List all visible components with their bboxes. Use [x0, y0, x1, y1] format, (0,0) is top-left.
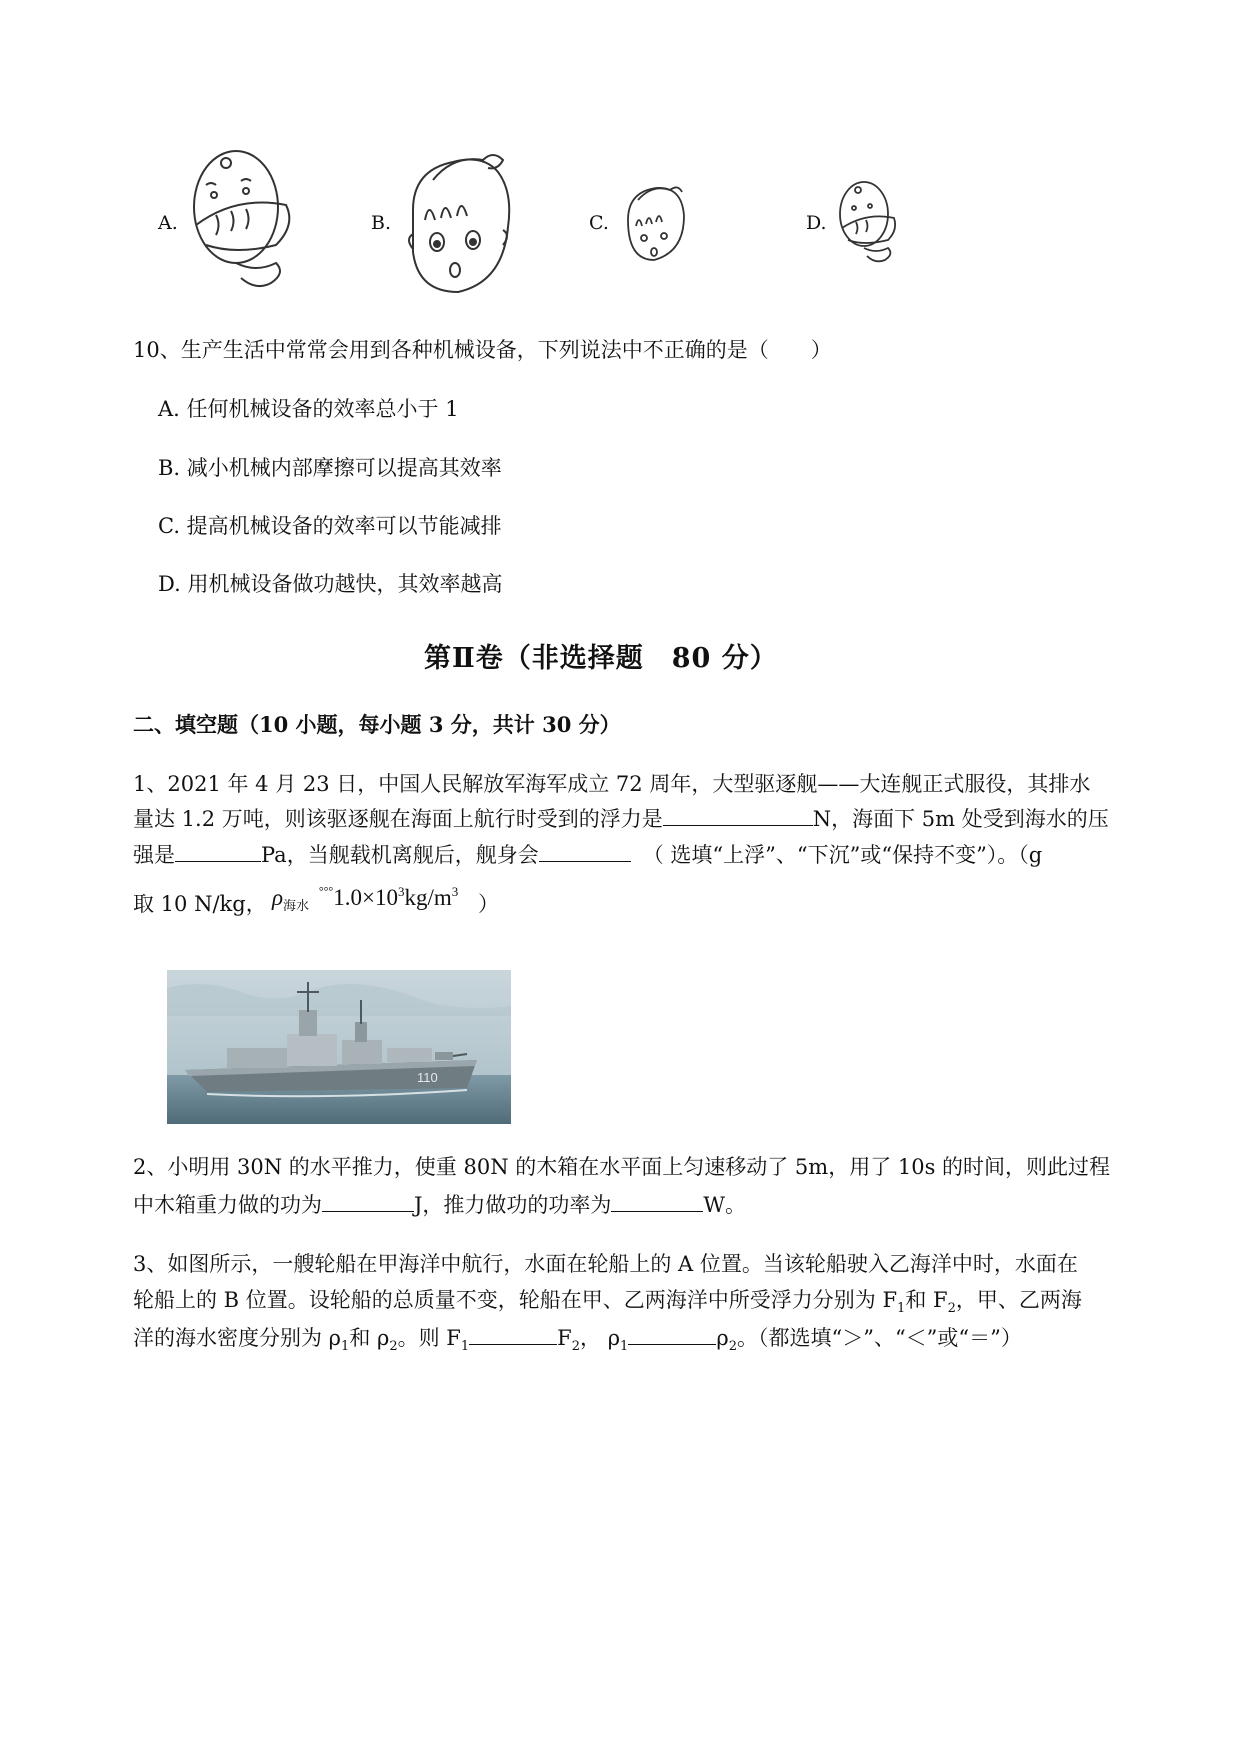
- approx-sign-glyph: °°°: [318, 884, 334, 898]
- fill3-line2-text-c: ，甲、乙两海: [955, 1288, 1082, 1312]
- fill3-line3-text-b: 和 ρ: [349, 1326, 390, 1350]
- fill1-line2-text-a: 量达 1.2 万吨，则该驱逐舰在海面上航行时受到的浮力是: [133, 807, 663, 831]
- baby-holding-small-icon: [832, 178, 900, 266]
- fill1-line4-text-a: 取 10 N/kg，: [133, 892, 267, 916]
- fill3-line2-text-a: 轮船上的 B 位置。设轮船的总质量不变，轮船在甲、乙两海洋中所受浮力分别为 F: [133, 1288, 898, 1312]
- fill3-line1: 3、如图所示，一艘轮船在甲海洋中航行，水面在轮船上的 A 位置。当该轮船驶入乙海洋中时，水面在: [133, 1252, 1078, 1276]
- fill3-sub-rho2b: 2: [728, 1339, 737, 1354]
- fill3-sub-rho2: 2: [389, 1339, 398, 1354]
- option-b-label: B.: [371, 212, 392, 234]
- fill1-blank-buoyancy[interactable]: [663, 801, 813, 826]
- girl-face-big-icon: [403, 150, 515, 298]
- fill1-line3-text-a: 强是: [133, 843, 175, 867]
- fill1-blank-motion[interactable]: [539, 837, 631, 862]
- fill3-line3: [133, 1320, 1022, 1363]
- fill1-line4: [133, 888, 267, 921]
- fill3-line3-text-d: F: [557, 1326, 572, 1350]
- fill1-line2: [133, 801, 1109, 836]
- fill3-sub-f1: 1: [897, 1301, 906, 1316]
- q10-option-b: B. 减小机械内部摩擦可以提高其效率: [158, 456, 502, 480]
- fill3-line2: [133, 1284, 1082, 1325]
- fill3-sub-rho1b: 1: [620, 1339, 629, 1354]
- fill3-line3-text-g: 。（都选填“＞”、“＜”或“＝”）: [736, 1326, 1022, 1350]
- fill3-blank-density[interactable]: [628, 1320, 716, 1345]
- fill2-blank-work[interactable]: [322, 1187, 414, 1212]
- fill3-sub-f2: 2: [947, 1301, 956, 1316]
- fill2-line2-text-a: 中木箱重力做的功为: [133, 1193, 322, 1217]
- section-title: 第Ⅱ卷（非选择题 80 分）: [424, 643, 778, 674]
- fill3-sub-rho1: 1: [341, 1339, 350, 1354]
- fill2-line2: [133, 1187, 746, 1222]
- option-a-label: A.: [158, 212, 178, 234]
- section-subtitle: 二、填空题（10 小题，每小题 3 分，共计 30 分）: [133, 712, 621, 737]
- fill3-line3-text-c: 。则 F: [397, 1326, 461, 1350]
- fill3-line2-text-b: 和 F: [905, 1288, 948, 1312]
- fill1-line3-text-b: Pa，当舰载机离舰后，舰身会: [261, 843, 539, 867]
- fill3-sub-f1b: 1: [460, 1339, 470, 1354]
- formula-mantissa: 1.0×10: [333, 885, 398, 910]
- formula-exponent: 3: [397, 884, 405, 899]
- q10-option-c: C. 提高机械设备的效率可以节能减排: [158, 514, 502, 538]
- fill1-line1: 1、2021 年 4 月 23 日，中国人民解放军海军成立 72 周年，大型驱逐舰——大连舰正式服役，其排水: [133, 772, 1091, 796]
- fill1-line3: [133, 837, 1042, 872]
- fill2-line2-text-c: W。: [703, 1193, 747, 1217]
- baby-holding-face-icon: [186, 145, 296, 297]
- fill3-blank-force[interactable]: [469, 1320, 557, 1345]
- fill1-line2-text-b: N，海面下 5m 处受到海水的压: [812, 807, 1109, 831]
- fill3-line3-text-f: ρ: [716, 1326, 729, 1350]
- q10-option-a: A. 任何机械设备的效率总小于 1: [158, 397, 459, 421]
- ship-hull-number: 110: [417, 1070, 438, 1085]
- fill3-line3-text-a: 洋的海水密度分别为 ρ: [133, 1326, 342, 1350]
- fill2-line1: 2、小明用 30N 的水平推力，使重 80N 的木箱在水平面上匀速移动了 5m，用了 10s 的时间，则此过程: [133, 1155, 1111, 1179]
- formula-unit: kg/m: [404, 885, 452, 910]
- girl-face-small-icon: [620, 180, 690, 268]
- fill1-line3-text-c: （ 选填“上浮”、“下沉”或“保持不变”）。（g: [642, 843, 1043, 867]
- destroyer-photo: [167, 970, 511, 1124]
- fill2-blank-power[interactable]: [611, 1187, 703, 1212]
- density-formula: [272, 884, 458, 914]
- q10-option-d: D. 用机械设备做功越快，其效率越高: [158, 572, 503, 596]
- option-d-label: D.: [806, 212, 827, 234]
- fill3-sub-f2b: 2: [571, 1339, 581, 1354]
- fill1-line4-close: ）: [478, 892, 499, 916]
- q10-stem: 10、生产生活中常常会用到各种机械设备，下列说法中不正确的是（ ）: [133, 338, 832, 362]
- fill1-blank-pressure[interactable]: [175, 837, 261, 862]
- option-c-label: C.: [589, 212, 609, 234]
- rho-symbol: ρ: [272, 885, 284, 910]
- fill3-line3-text-e: ， ρ: [580, 1326, 621, 1350]
- formula-unit-exponent: 3: [451, 884, 459, 899]
- rho-subscript: 海水: [283, 899, 310, 914]
- fill2-line2-text-b: J，推力做功的功率为: [414, 1193, 612, 1217]
